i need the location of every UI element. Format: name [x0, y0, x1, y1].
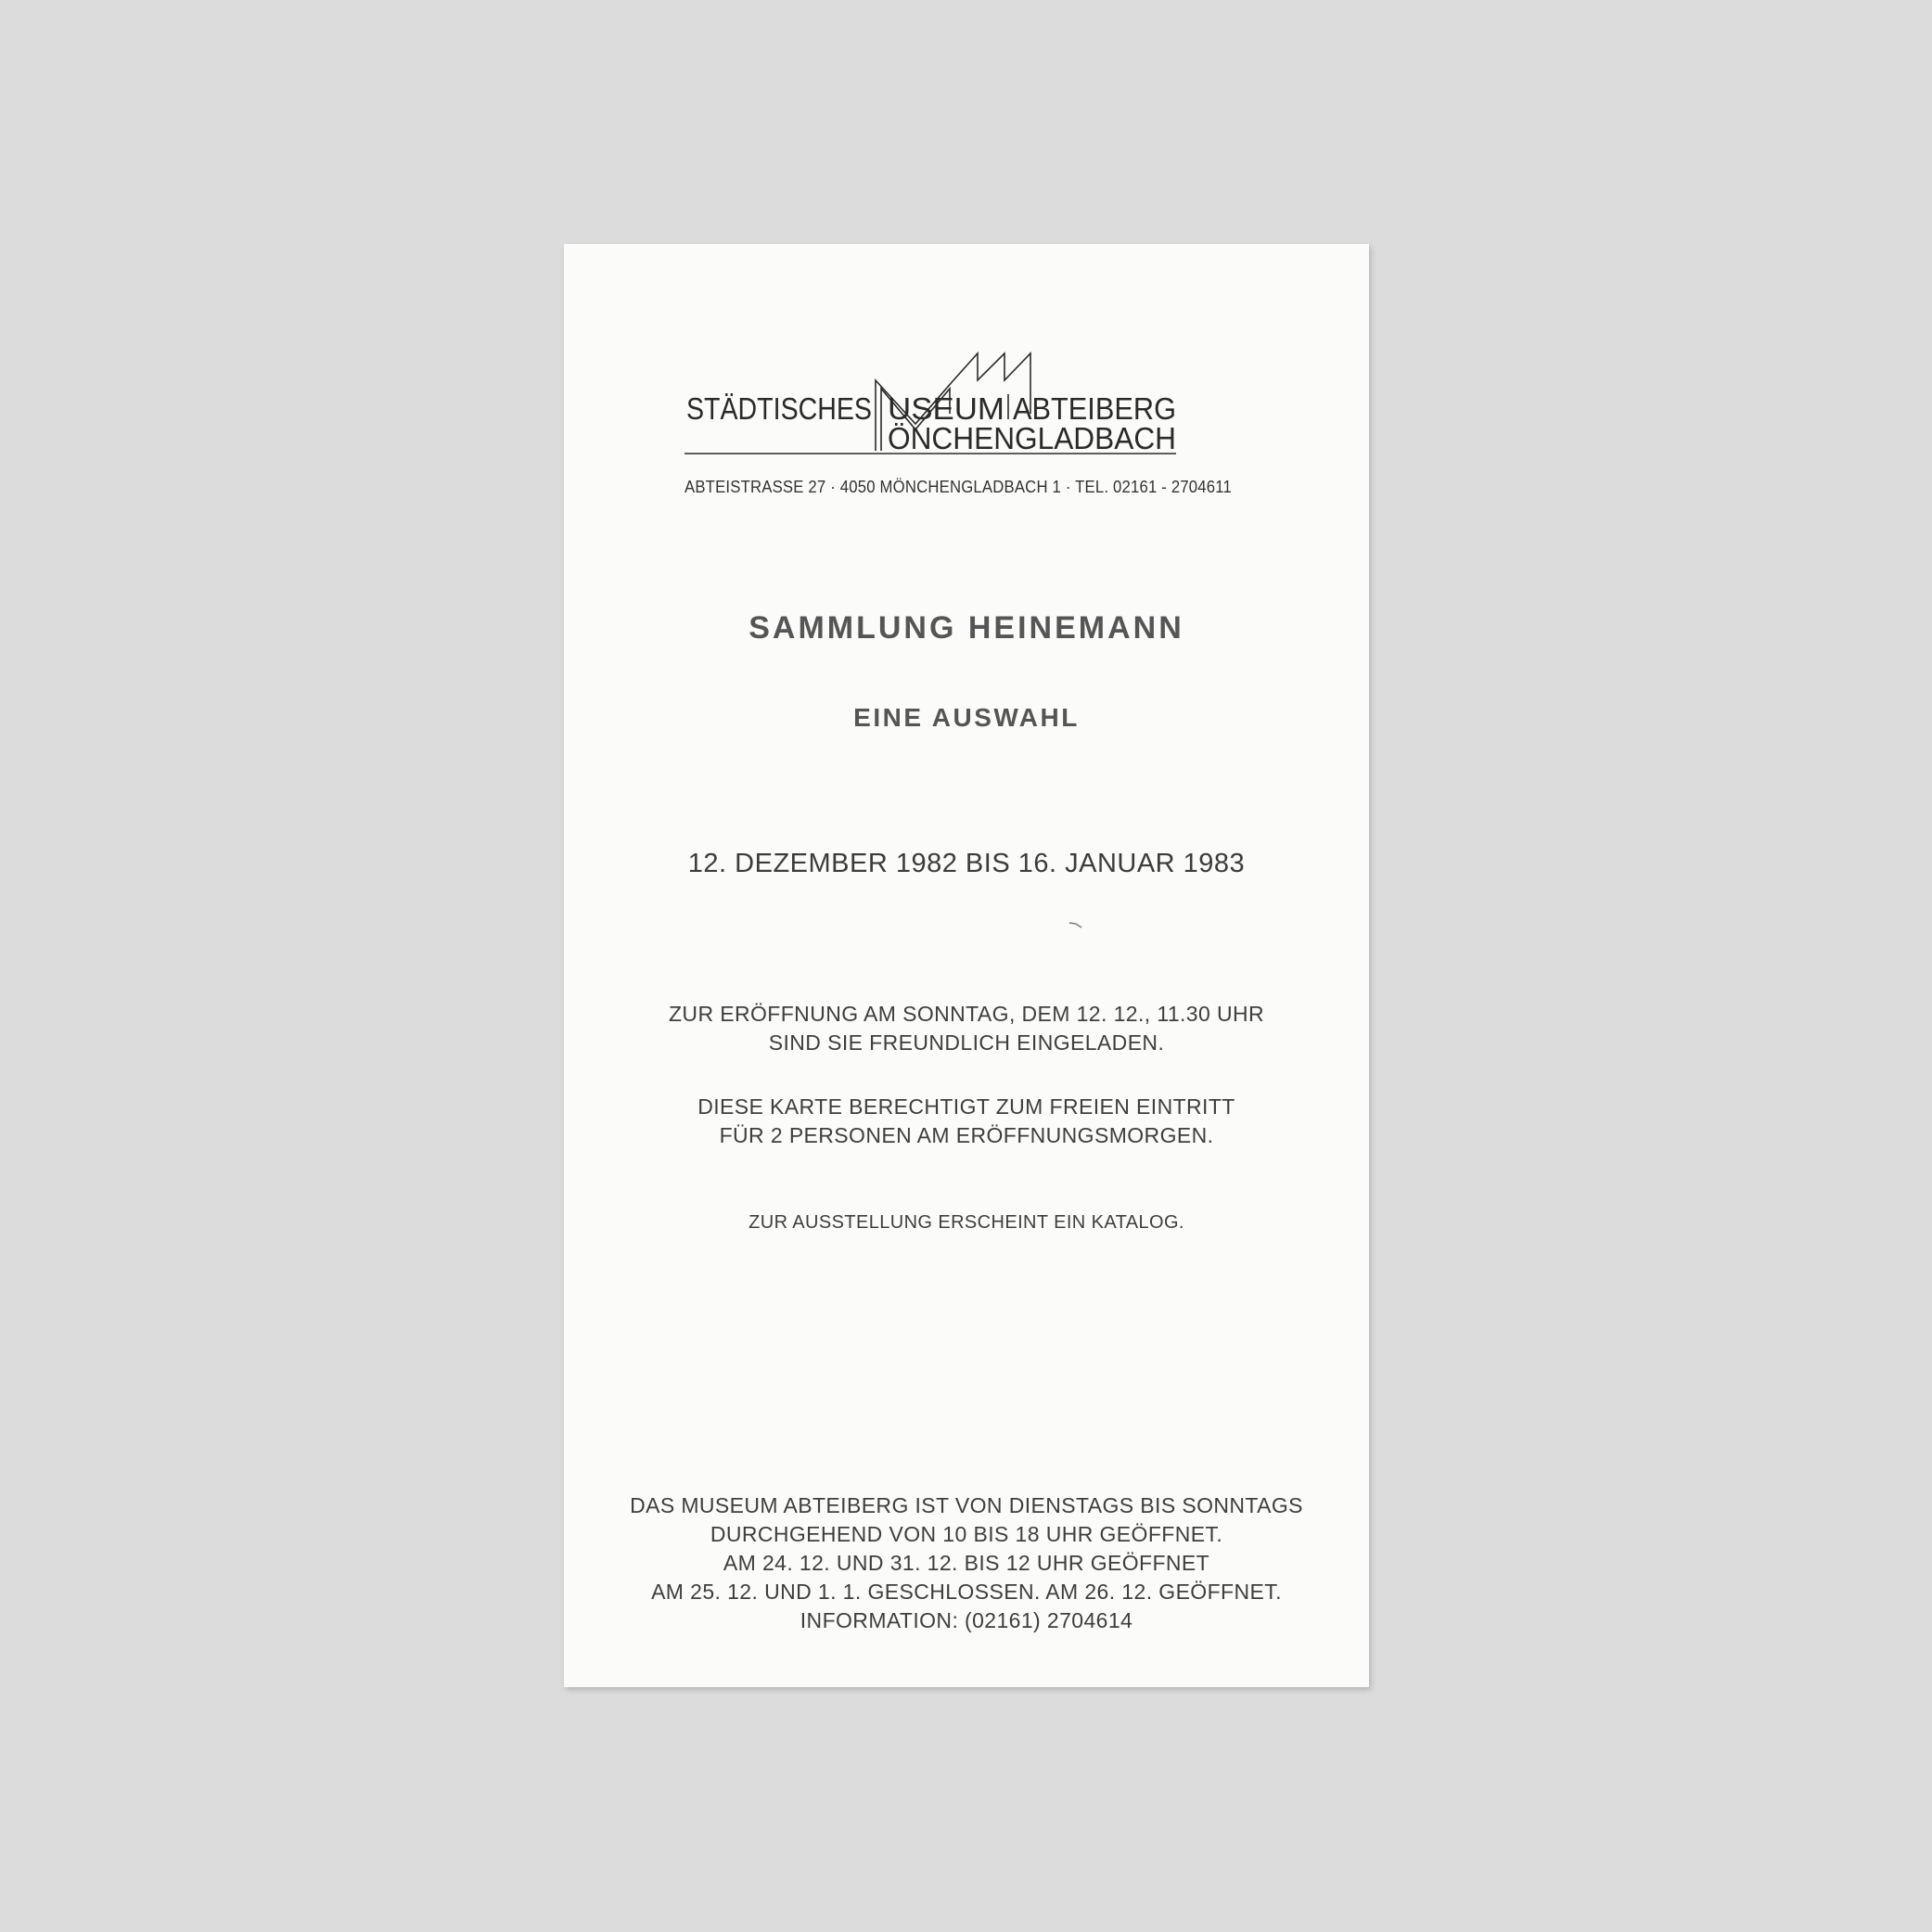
hours-line: AM 25. 12. UND 1. 1. GESCHLOSSEN. AM 26. 12. GEÖFFNET. [651, 1580, 1282, 1604]
opening-line: ZUR ERÖFFNUNG AM SONNTAG, DEM 12. 12., 11.30 UHR [668, 1002, 1265, 1026]
opening-invitation [564, 1000, 1369, 1057]
museum-address-graphic [685, 476, 1232, 498]
ticket-line: FÜR 2 PERSONEN AM ERÖFFNUNGSMORGEN. [719, 1123, 1214, 1147]
hours-line: DURCHGEHEND VON 10 BIS 18 UHR GEÖFFNET. [710, 1522, 1223, 1546]
logo-word-abteiberg: ABTEIBERG [1013, 391, 1176, 426]
museum-address-text: ABTEISTRASSE 27 · 4050 MÖNCHENGLADBACH 1 · TEL. 02161 - 2704611 [685, 478, 1232, 496]
opening-line: SIND SIE FREUNDLICH EINGELADEN. [768, 1030, 1165, 1055]
hours-line: INFORMATION: (02161) 2704614 [800, 1608, 1133, 1632]
logo-word-moenchengladbach: ÖNCHENGLADBACH [888, 421, 1176, 455]
paper-speck [1068, 921, 1083, 928]
hours-line: AM 24. 12. UND 31. 12. BIS 12 UHR GEÖFFNET [723, 1551, 1210, 1575]
exhibition-title: SAMMLUNG HEINEMANN [748, 610, 1184, 646]
exhibition-subtitle: EINE AUSWAHL [853, 703, 1080, 732]
hours-line: DAS MUSEUM ABTEIBERG IST VON DIENSTAGS BIS SONNTAGS [630, 1493, 1303, 1517]
museum-logo [685, 298, 1250, 465]
logo-word-staedtisches: STÄDTISCHES [686, 391, 872, 426]
catalog-notice: ZUR AUSSTELLUNG ERSCHEINT EIN KATALOG. [748, 1212, 1184, 1233]
museum-logo-graphic [685, 298, 1250, 465]
invitation-card [564, 244, 1369, 1687]
ticket-line: DIESE KARTE BERECHTIGT ZUM FREIEN EINTRITT [697, 1094, 1235, 1119]
opening-hours [564, 1491, 1369, 1635]
museum-address [685, 476, 1232, 503]
exhibition-dates: 12. DEZEMBER 1982 BIS 16. JANUAR 1983 [687, 849, 1246, 878]
logo-word-museum: USEUM [888, 391, 1004, 426]
free-entry-notice [564, 1093, 1369, 1150]
